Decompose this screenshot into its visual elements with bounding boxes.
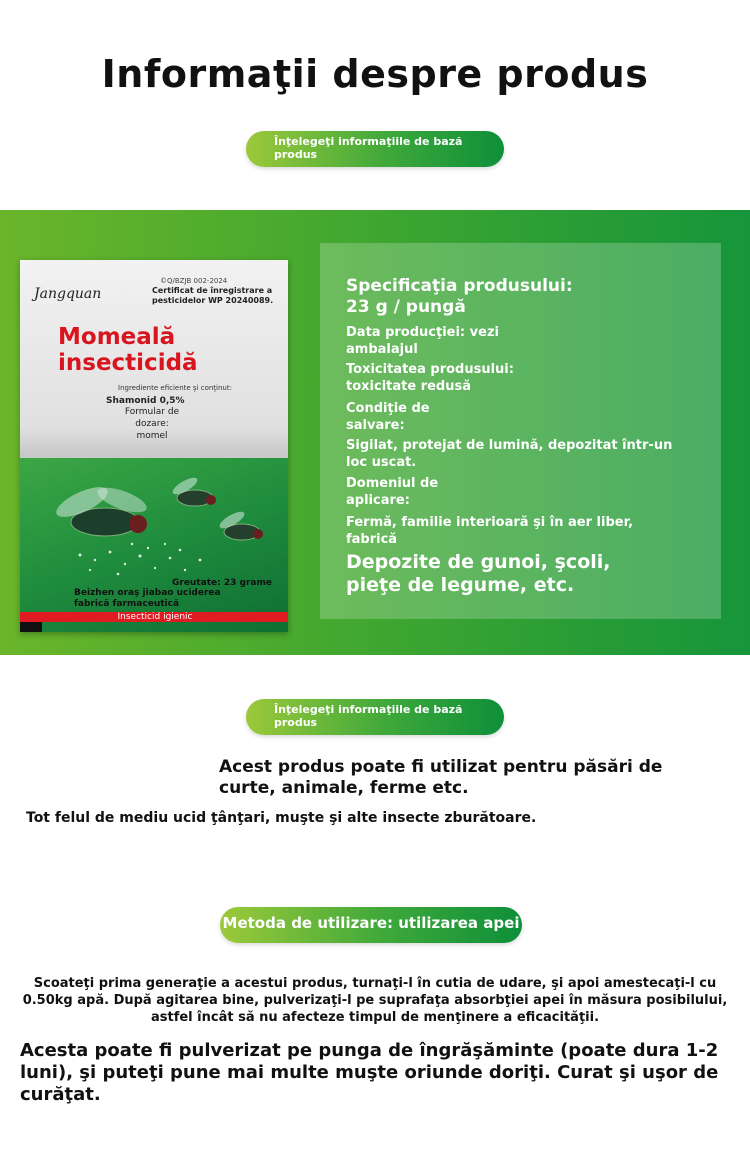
usage-method-pill-label: Metoda de utilizare: utilizarea apei	[222, 914, 520, 932]
usage-method-pill	[220, 907, 522, 943]
package-black-bar	[20, 622, 42, 632]
package-name-line1: Momeală	[58, 324, 176, 350]
product-package-image	[20, 260, 288, 632]
method-big-text: Acesta poate fi pulverizat pe punga de îngrăşăminte (poate dura 1-2 luni), şi puteţi pune mai multe muşte oriunde doriţi. Curat şi uşor de curăţat.	[20, 1040, 719, 1105]
page-title: Informaţii despre produs	[101, 52, 649, 96]
package-bottom-label: Insecticid igienic	[117, 612, 193, 622]
usage-line-2: Tot felul de mediu ucid ţânţari, muşte şi alte insecte zburătoare.	[26, 810, 537, 826]
package-product-name	[58, 324, 198, 376]
spec-storage-value: Sigilat, protejat de lumină, depozitat într-un loc uscat.	[346, 438, 673, 470]
basic-info-pill-label: Înţelegeţi informaţiile de bază produs	[274, 135, 463, 161]
fly-icon	[52, 481, 149, 536]
package-name-line2: insecticidă	[58, 350, 198, 376]
method-paragraph: Scoateţi prima generaţie a acestui produs, turnaţi-l în cutia de udare, şi apoi amestecaţi-l cu 0.50kg apă. După agitarea bine, pulverizaţi-l pe suprafaţa absorbţiei apei în măsura posibilului, astfel încât să nu afecteze timpul de menţinere a eficacităţii.	[22, 976, 728, 1025]
spec-application-value: Fermă, familie interioară şi în aer liber, fabrică	[346, 515, 634, 547]
spec-toxicity: Toxicitatea produsului: toxicitate redusă	[346, 362, 514, 394]
basic-info-pill	[246, 131, 504, 167]
package-weight: Greutate: 23 grame	[172, 578, 272, 588]
usage-line-1: Acest produs poate fi utilizat pentru păsări de curte, animale, ferme etc.	[219, 757, 663, 798]
package-brand: Jangquan	[34, 286, 102, 302]
package-factory: Beizhen oraş jiabao uciderea fabrică farmaceutică	[74, 588, 221, 609]
product-spec-panel	[320, 243, 721, 619]
fly-icon	[170, 475, 216, 506]
spray-particles	[79, 543, 202, 576]
fly-illustration	[20, 460, 288, 580]
spec-production-date: Data producţiei: vezi ambalajul	[346, 325, 499, 357]
spec-application-label: Domeniul de aplicare:	[346, 476, 439, 508]
spec-places: Depozite de gunoi, şcoli, pieţe de legume, etc.	[346, 551, 611, 596]
package-certificate: Certificat de înregistrare a pesticidelor WP 20240089.	[152, 286, 274, 305]
basic-info-pill-2-label: Înţelegeţi informaţiile de bază produs	[274, 703, 463, 729]
package-ingredient: Shamonid 0,5%	[106, 396, 185, 406]
package-ingredients-label: Ingrediente eficiente şi conţinut:	[118, 384, 232, 392]
spec-title: Specificaţia produsului: 23 g / pungă	[346, 276, 573, 317]
spec-storage-label: Condiţie de salvare:	[346, 401, 430, 433]
package-standard-code: ©Q/BZJB 002-2024	[160, 277, 228, 285]
fly-icon	[217, 509, 263, 540]
basic-info-pill-2	[246, 699, 504, 735]
package-formulation: Formular de dozare: momel	[124, 407, 180, 441]
